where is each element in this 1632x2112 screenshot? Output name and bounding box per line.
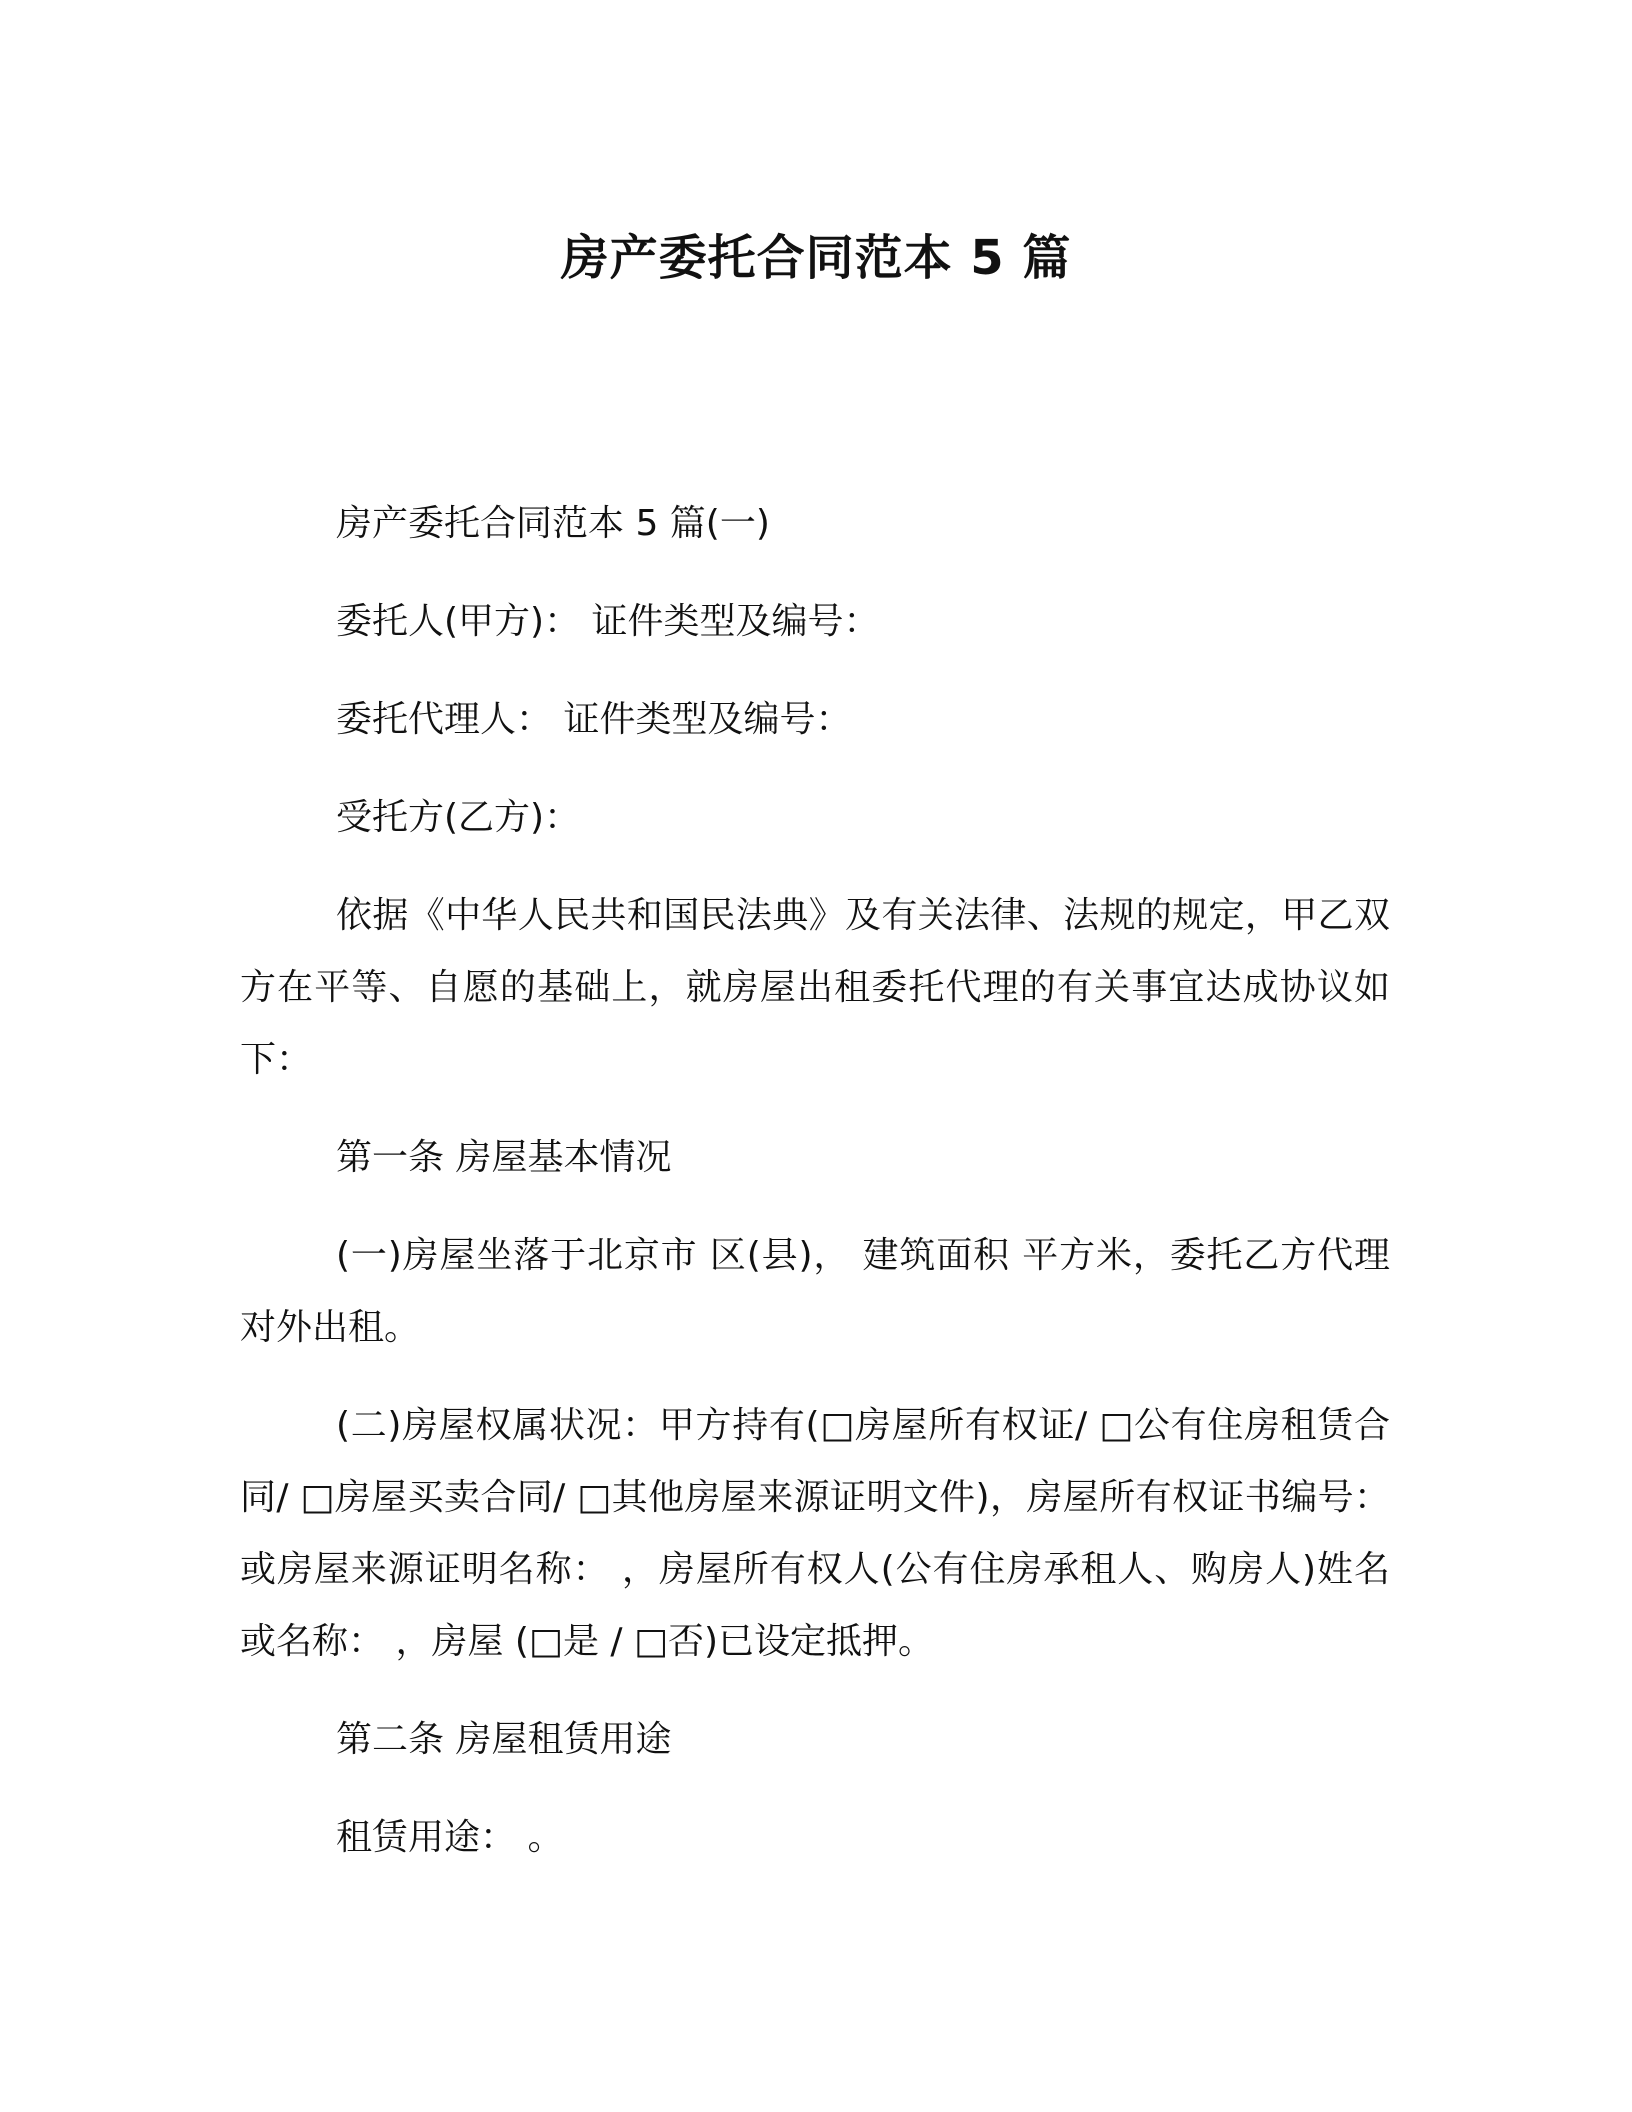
lease-purpose-line: 租赁用途： 。 — [336, 1817, 564, 1858]
article-1-clause-1: (一)房屋坐落于北京市 区(县)， 建筑面积 平方米，委托乙方代理对外出租。 — [240, 1235, 1390, 1348]
preamble-paragraph: 依据《中华人民共和国民法典》及有关法律、法规的规定，甲乙双方在平等、自愿的基础上，就房屋出租委托代理的有关事宜达成协议如下： — [240, 895, 1390, 1080]
principal-line: 委托人(甲方)： 证件类型及编号： — [336, 601, 880, 642]
document-title: 房产委托合同范本 5 篇 — [560, 230, 1072, 286]
document-body — [240, 488, 1390, 1900]
section-heading: 房产委托合同范本 5 篇(一) — [336, 503, 770, 544]
trustee-line: 受托方(乙方)： — [336, 797, 581, 838]
agent-line: 委托代理人： 证件类型及编号： — [336, 699, 852, 740]
article-1-clause-2: (二)房屋权属状况：甲方持有(□房屋所有权证/ □公有住房租赁合同/ □房屋买卖合同/ □其他房屋来源证明文件)，房屋所有权证书编号：或房屋来源证明名称： ，房屋所有权人(公有住房承租人、购房人)姓名或名称： ，房屋 (□是 / □否)已设定抵押。 — [240, 1405, 1390, 1662]
article-2-heading: 第二条 房屋租赁用途 — [336, 1719, 672, 1760]
article-1-heading: 第一条 房屋基本情况 — [336, 1137, 672, 1178]
